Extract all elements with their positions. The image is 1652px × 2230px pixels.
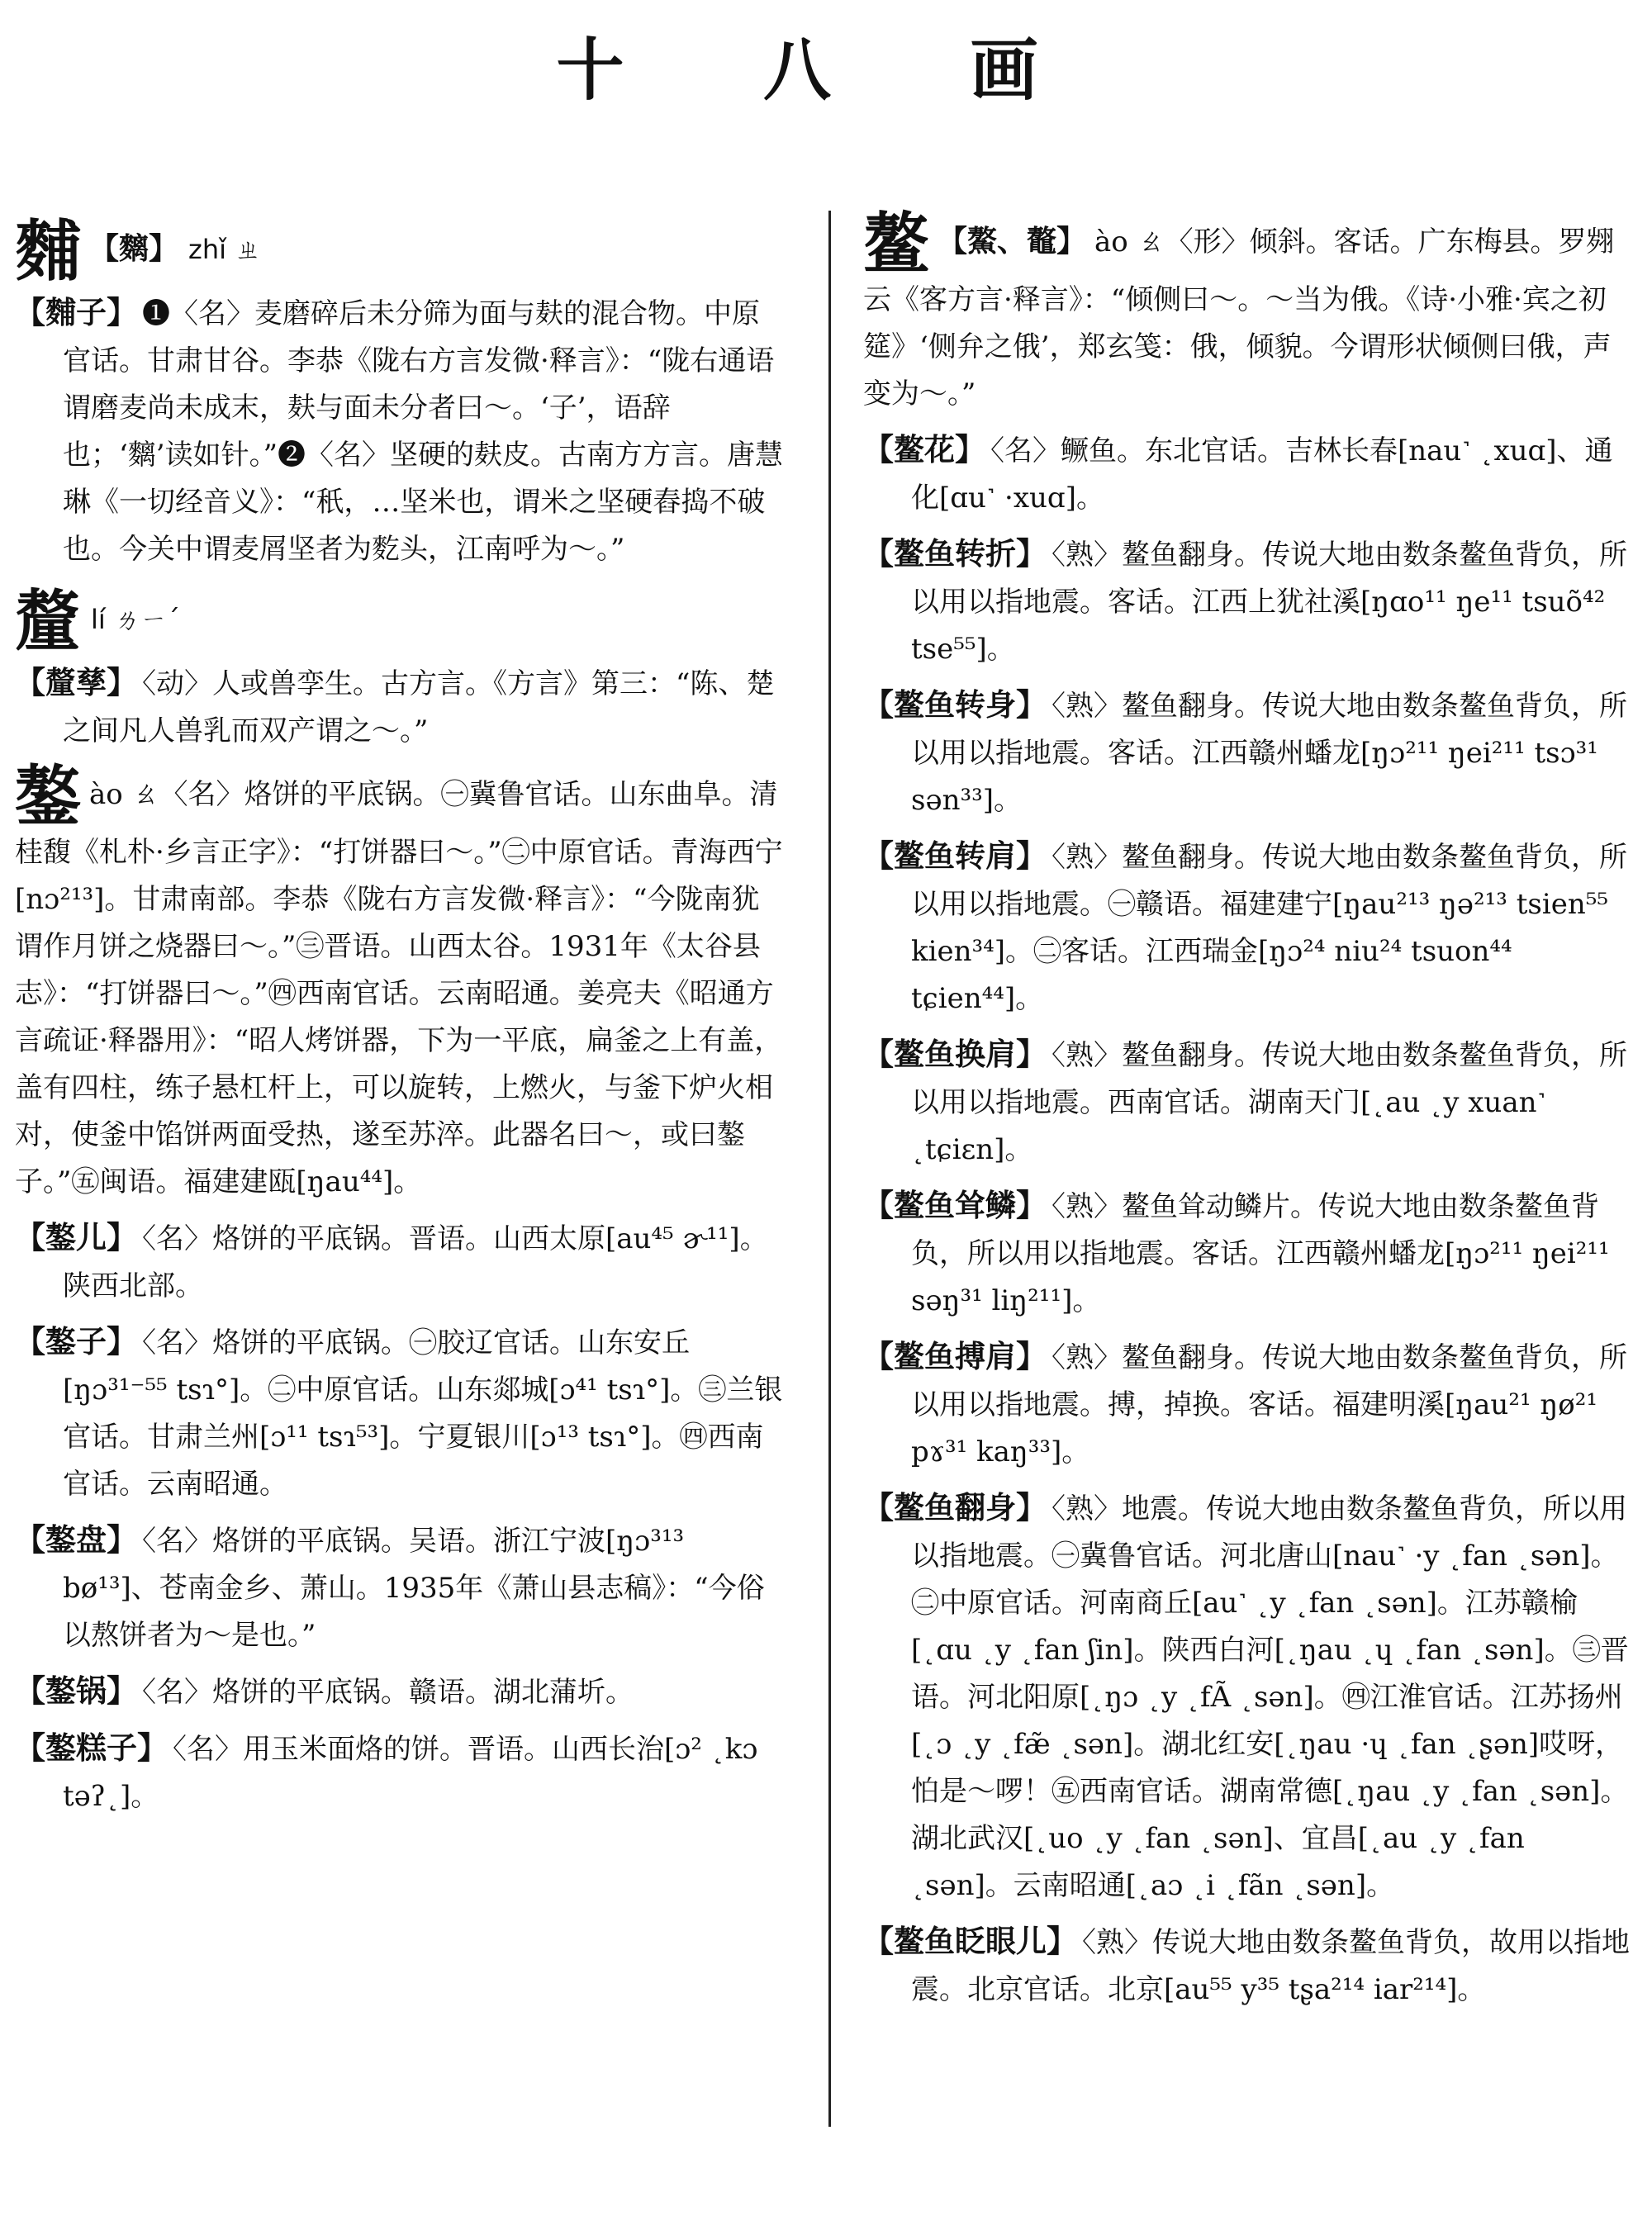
entry-text: 〈名〉用玉米面烙的饼。晋语。山西长治[ɔ² ˛kɔ təʔ˛]。 (63, 1733, 758, 1813)
entry (863, 426, 1631, 522)
entry-label: 【鳌鱼翻身】 (863, 1489, 1047, 1525)
entry (15, 659, 783, 755)
page-title: 十 八 画 (556, 31, 1096, 110)
entry-text: 〈熟〉鳌鱼耸动鳞片。传说大地由数条鳌鱼背负，所以用以指地震。客话。江西赣州蟠龙[ŋɔ²¹¹ ŋei²¹¹ səŋ³¹ liŋ²¹¹]。 (911, 1190, 1610, 1317)
entry-text: ❶〈名〉麦磨碎后未分筛为面与麸的混合物。中原官话。甘肃甘谷。李恭《陇右方言发微·释言》：“陇右通语谓磨麦尚未成末，麸与面未分者曰～。‘子’，语辞也；‘麶’读如针。”❷〈名〉坚硬的麸皮。古南方方言。唐慧琳《一切经音义》：“秖，…坚米也，谓米之坚硬舂捣不破也。今关中谓麦屑坚者为麧头，江南呼为～。” (63, 297, 783, 566)
entry (863, 833, 1631, 1022)
entry-text: 〈动〉人或兽孪生。古方言。《方言》第三：“陈、楚之间凡人兽乳而双产谓之～。” (63, 667, 775, 747)
headword-definition: ào ㄠ〈名〉烙饼的平底锅。㊀冀鲁官话。山东曲阜。清桂馥《札朴·乡言正字》：“打饼器曰～。”㊁中原官话。青海西宁[nɔ²¹³]。甘肃南部。李恭《陇右方言发微·释言》：“今陇南犹谓作月饼之烧器曰～。”㊂晋语。山西太谷。1931年《太谷县志》：“打饼器曰～。”㊃西南官话。云南昭通。姜亮夫《昭通方言疏证·释器用》：“昭人烤饼器，下为一平底，扁釜之上有盖，盖有四柱，练子悬杠杆上，可以旋转，上燃火，与釜下炉火相对，使釜中馅饼两面受热，遂至苏淬。此器名曰～，或曰鏊子。”㊄闽语。福建建瓯[ŋau⁴⁴]。 (15, 778, 783, 1198)
entry-label: 【鳌鱼眨眼儿】 (863, 1923, 1077, 1959)
entry-label: 【鳌鱼转身】 (863, 686, 1047, 723)
column-divider (828, 211, 831, 2127)
entry-label: 【鳌鱼搏肩】 (863, 1338, 1047, 1374)
headword-pronunciation: lí ㄌㄧˊ (91, 604, 180, 635)
headword-char: 鳌 (863, 205, 929, 282)
entry (15, 289, 783, 573)
entry-label: 【鳌鱼转肩】 (863, 837, 1047, 874)
entry-text: 〈熟〉鳌鱼翻身。传说大地由数条鳌鱼背负，所以用以指地震。㊀赣语。福建建宁[ŋau²¹³ ŋə²¹³ tsien⁵⁵ kien³⁴]。㊁客话。江西瑞金[ŋɔ²⁴ niu²⁴ tsuon⁴⁴ tɕien⁴⁴]。 (911, 841, 1627, 1015)
entry (15, 1725, 783, 1820)
entry-text: 〈熟〉传说大地由数条鳌鱼背负，故用以指地震。北京官话。北京[au⁵⁵ y³⁵ tʂa²¹⁴ iar²¹⁴]。 (911, 1926, 1630, 2006)
headword-li (15, 581, 783, 659)
entry (863, 1484, 1631, 1910)
entry-text: 〈名〉烙饼的平底锅。㊀胶辽官话。山东安丘[ŋɔ³¹⁻⁵⁵ tsɿ°]。㊁中原官话。山东郯城[ɔ⁴¹ tsɿ°]。㊂兰银官话。甘肃兰州[ɔ¹¹ tsɿ⁵³]。宁夏银川[ɔ¹³ tsɿ°]。㊃西南官话。云南昭通。 (63, 1326, 783, 1501)
entry-label: 【鳌鱼转折】 (863, 535, 1047, 572)
entry-label: 【鏊盘】 (15, 1521, 137, 1558)
headword-ao (15, 757, 783, 1206)
entry-label: 【鏊子】 (15, 1323, 137, 1359)
entry-label: 【鏊儿】 (15, 1219, 137, 1255)
right-column (863, 205, 1631, 2022)
headword-char: 鏊 (15, 757, 81, 835)
entry-text: 〈名〉烙饼的平底锅。赣语。湖北蒲圻。 (142, 1676, 634, 1709)
entry-label: 【鏊锅】 (15, 1672, 137, 1709)
entry-text: 〈熟〉鳌鱼翻身。传说大地由数条鳌鱼背负，所以用以指地震。客话。江西上犹社溪[ŋɑo¹¹ ŋe¹¹ tsuõ⁴² tse⁵⁵]。 (911, 539, 1627, 666)
entry-label: 【釐孳】 (15, 664, 137, 700)
headword-definition: ào ㄠ〈形〉倾斜。客话。广东梅县。罗翙云《客方言·释言》：“倾侧曰～。～当为俄。《诗·小雅·宾之初筵》‘侧弁之俄’，郑玄笺：俄，倾貌。今谓形状倾侧曰俄，声变为～。” (863, 225, 1615, 410)
entry-text: 〈熟〉地震。传说大地由数条鳌鱼背负，所以用以指地震。㊀冀鲁官话。河北唐山[nau˺ ·y ˛fan ˛sən]。㊁中原官话。河南商丘[au˺ ˛y ˛fan ˛sən]。江苏赣榆[˛ɑu ˛y ˛fan ʃin]。陕西白河[˛ŋau ˛ɥ ˛fan ˛sən]。㊂晋语。河北阳原[˛ŋɔ ˛y ˛fÃ ˛sən]。㊃江淮官话。江苏扬州[˛ɔ ˛y ˛fæ̃ ˛sən]。湖北红安[˛ŋau ·ɥ ˛fan ˛ʂən]哎呀，怕是～啰！㊄西南官话。湖南常德[˛ŋau ˛y ˛fan ˛sən]。湖北武汉[˛uo ˛y ˛fan ˛sən]、宜昌[˛au ˛y ˛fan ˛sən]。云南昭通[˛aɔ ˛i ˛fãn ˛sən]。 (911, 1492, 1629, 1902)
headword-pronunciation: zhǐ ㄓ (188, 234, 262, 265)
entry-text: 〈熟〉鳌鱼翻身。传说大地由数条鳌鱼背负，所以用以指地震。西南官话。湖南天门[˛au ˛y xuan˺ ˛tɕiɛn]。 (911, 1039, 1627, 1166)
entry (863, 1918, 1631, 2014)
entry (15, 1214, 783, 1310)
headword-ao-slant (863, 205, 1631, 418)
entry-text: 〈名〉烙饼的平底锅。吴语。浙江宁波[ŋɔ³¹³ bø¹³]、苍南金乡、萧山。1935年《萧山县志稿》：“今俗以熬饼者为～是也。” (63, 1525, 765, 1652)
entry (15, 1668, 783, 1716)
entry (863, 1182, 1631, 1325)
headword-char: 麱 (15, 212, 81, 290)
entry (15, 1318, 783, 1508)
entry (863, 681, 1631, 824)
headword-variant: 【麶】 (89, 231, 179, 266)
headword-char: 釐 (15, 582, 81, 660)
entry-label: 【麱子】 (15, 294, 137, 330)
entry-label: 【鳌鱼耸鳞】 (863, 1187, 1047, 1223)
entry-text: 〈熟〉鳌鱼翻身。传说大地由数条鳌鱼背负，所以用以指地震。搏，掉换。客话。福建明溪[ŋau²¹ ŋø²¹ pɤ³¹ kaŋ³³]。 (911, 1341, 1627, 1468)
headword-zhi (15, 211, 783, 289)
entry-label: 【鳌花】 (863, 431, 985, 467)
entry (863, 1031, 1631, 1174)
headword-variant: 【鰲、鼇】 (938, 224, 1087, 259)
entry-text: 〈熟〉鳌鱼翻身。传说大地由数条鳌鱼背负，所以用以指地震。客话。江西赣州蟠龙[ŋɔ²¹¹ ŋei²¹¹ tsɔ³¹ sən³³]。 (911, 690, 1627, 817)
entry-label: 【鏊糕子】 (15, 1729, 168, 1766)
entry (15, 1516, 783, 1659)
left-column (15, 211, 783, 1829)
entry-text: 〈名〉烙饼的平底锅。晋语。山西太原[au⁴⁵ ɚ¹¹]。陕西北部。 (63, 1222, 768, 1302)
entry (863, 530, 1631, 673)
entry (863, 1333, 1631, 1476)
entry-label: 【鳌鱼换肩】 (863, 1036, 1047, 1072)
entry-text: 〈名〉鳜鱼。东北官话。吉林长春[nau˺ ˛xuɑ]、通化[ɑu˺ ·xuɑ]。 (911, 434, 1613, 515)
